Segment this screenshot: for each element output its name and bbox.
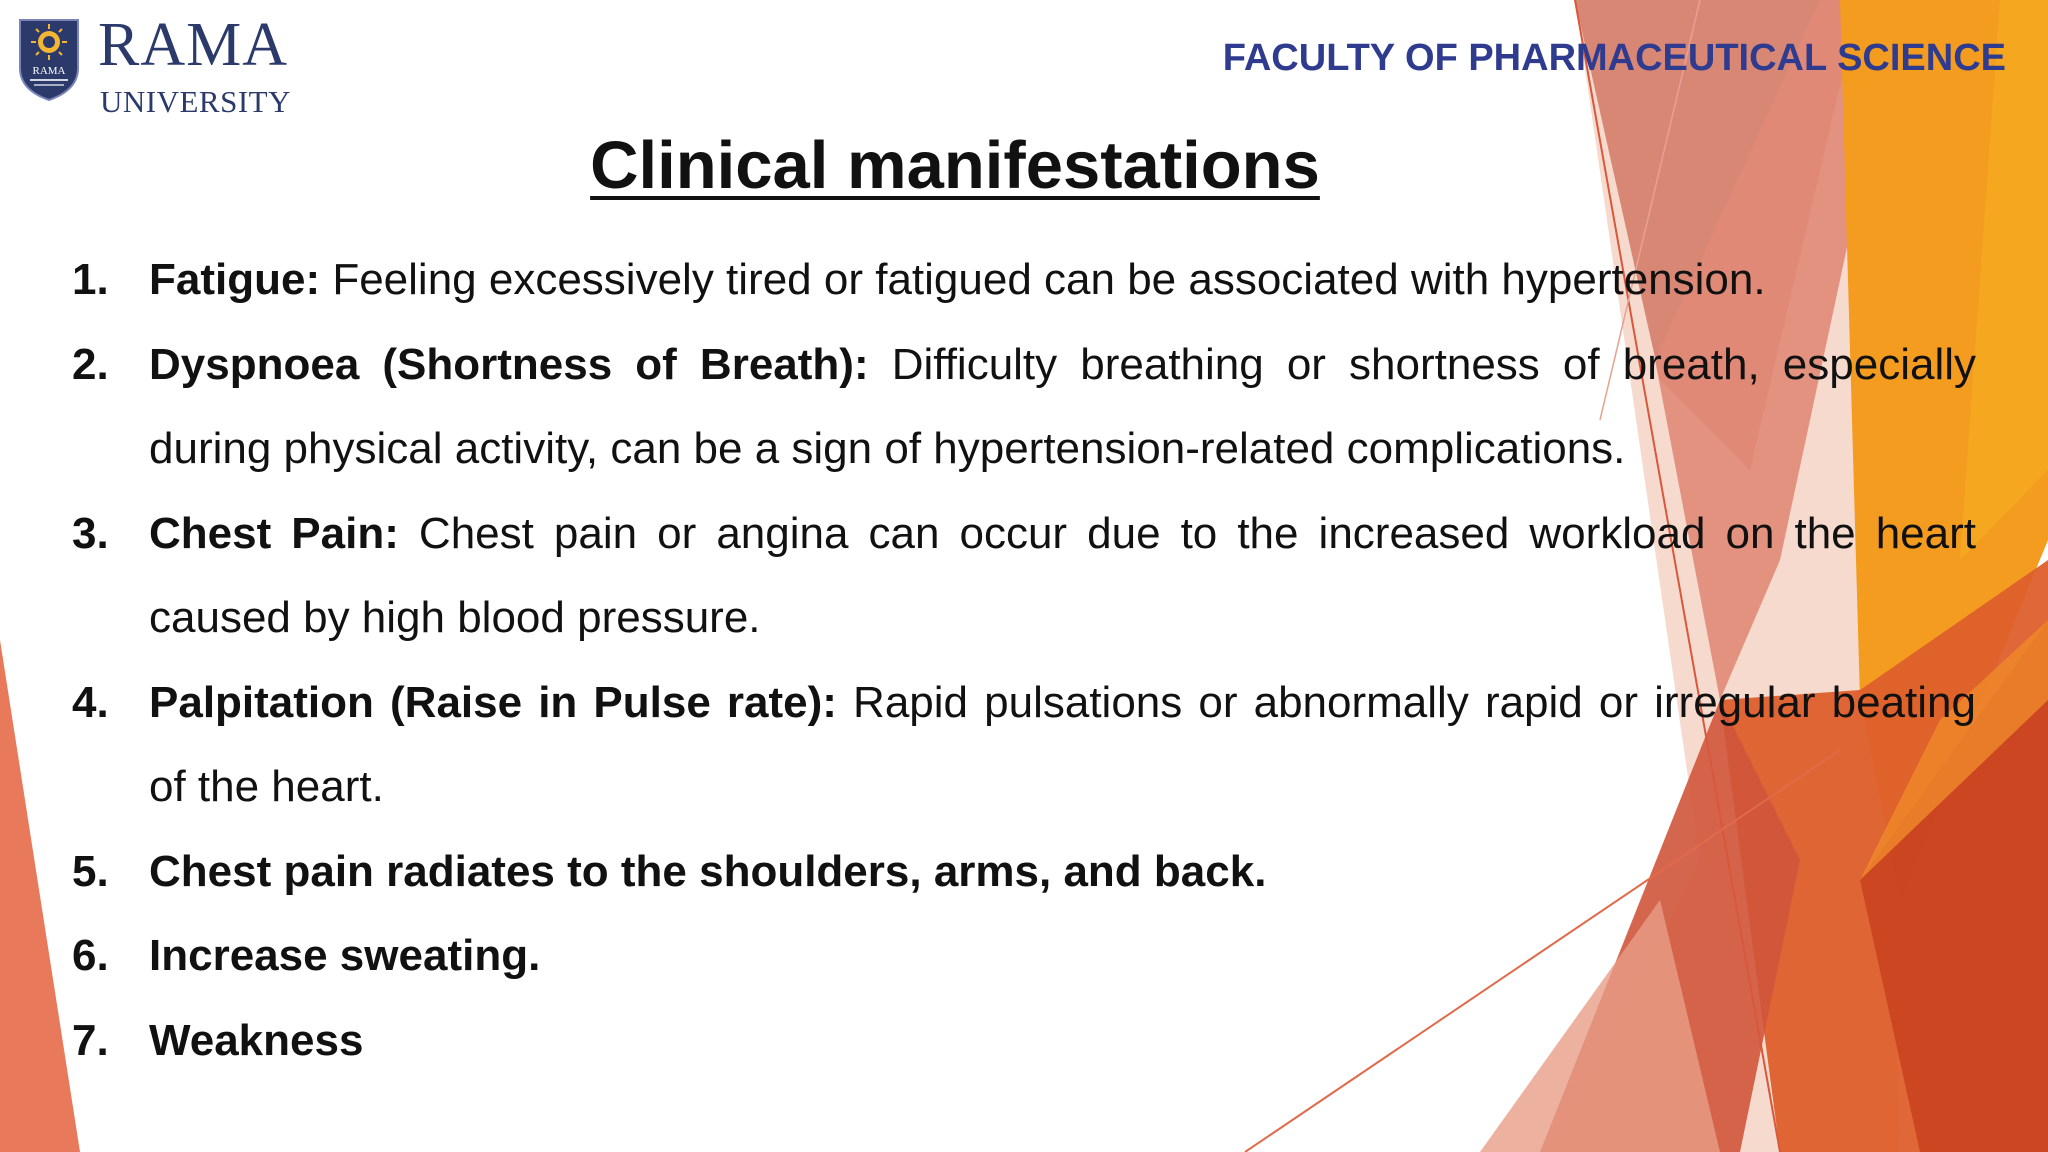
item-term: Palpitation (Raise in Pulse rate):	[149, 677, 837, 727]
item-number: 1.	[72, 255, 109, 304]
faculty-label: FACULTY OF PHARMACEUTICAL SCIENCE	[1222, 37, 2006, 79]
item-description: Chest pain radiates to the shoulders, arms, and back.	[149, 846, 1267, 896]
item-description: Feeling excessively tired or fatigued can be associated with hypertension.	[320, 255, 1766, 304]
university-crest-icon	[16, 16, 82, 102]
item-term: Chest Pain:	[149, 508, 399, 558]
item-number: 6.	[72, 931, 109, 980]
logo-name: RAMA	[98, 11, 289, 79]
item-description: Rapid pulsations or abnormally rapid or irregular beating of the heart.	[149, 677, 1976, 811]
left-accent-shape	[0, 640, 80, 1152]
list-item	[72, 999, 1976, 1084]
list-item	[72, 661, 1976, 830]
slide-title: Clinical manifestations	[590, 128, 1320, 203]
item-number: 2.	[72, 339, 109, 389]
list-item	[72, 323, 1976, 492]
list-item	[72, 914, 1976, 999]
item-description: Increase sweating.	[149, 931, 541, 980]
item-description: Weakness	[149, 1015, 364, 1065]
item-number: 4.	[72, 677, 109, 727]
list-item	[72, 492, 1976, 661]
manifestations-list	[72, 238, 1976, 1083]
item-number: 3.	[72, 508, 109, 558]
item-term: Dyspnoea (Shortness of Breath):	[149, 339, 869, 389]
list-item	[72, 830, 1976, 915]
item-description: Chest pain or angina can occur due to the increased workload on the heart caused by high blood pressure.	[149, 508, 1976, 642]
item-number: 5.	[72, 846, 109, 896]
university-logo	[16, 11, 306, 119]
item-description: Difficulty breathing or shortness of breath, especially during physical activity, can be a sign of hypertension-related complications.	[149, 339, 1976, 473]
list-item	[72, 238, 1976, 323]
item-term: Fatigue:	[149, 255, 321, 304]
item-number: 7.	[72, 1015, 109, 1065]
svg-text:RAMA: RAMA	[32, 65, 66, 77]
logo-subtitle: UNIVERSITY	[100, 84, 291, 119]
